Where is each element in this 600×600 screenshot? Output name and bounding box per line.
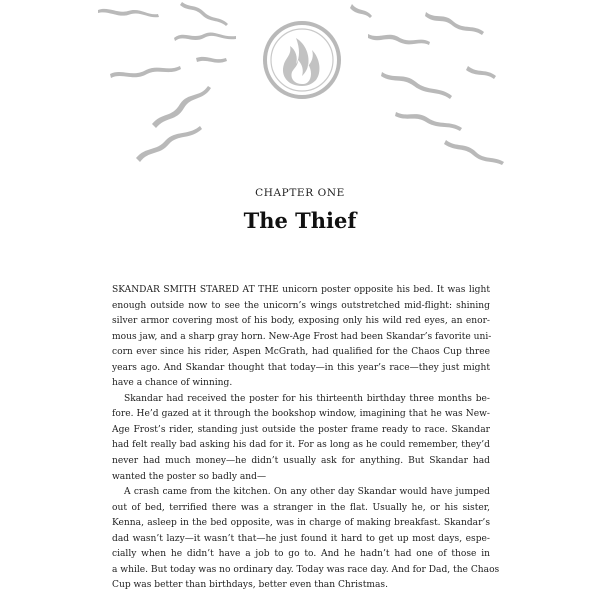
text-line: Age Frost’s rider, standing just outside the poster frame ready to race. Skandar bbox=[112, 424, 490, 435]
fire-emblem-icon bbox=[265, 23, 339, 97]
crack-stroke bbox=[368, 34, 430, 45]
text-line: a while. But today was no ordinary day. Today was race day. And for Dad, the Chaos bbox=[112, 564, 500, 575]
crack-stroke bbox=[136, 126, 202, 162]
text-line: Kenna, asleep in the bed opposite, was in charge of making breakfast. Skandar’s bbox=[112, 518, 490, 529]
text-line: had felt really bad asking his dad for it. For as long as he could remember, they’d bbox=[112, 440, 490, 451]
chapter-body-text bbox=[112, 283, 500, 594]
crack-stroke bbox=[152, 86, 211, 128]
text-line: have a chance of winning. bbox=[112, 378, 233, 389]
crack-stroke bbox=[466, 66, 496, 79]
crack-stroke bbox=[180, 2, 228, 26]
text-line: never had much money—he didn’t usually ask for anything. But Skandar had bbox=[112, 456, 490, 467]
text-line: wanted the poster so badly and— bbox=[112, 471, 267, 482]
text-line: Skandar had received the poster for his thirteenth birthday three months be- bbox=[124, 393, 490, 404]
crack-stroke bbox=[174, 32, 236, 41]
chapter-number: CHAPTER ONE bbox=[255, 187, 345, 199]
chapter-header-ornament bbox=[96, 0, 506, 165]
text-line: out of bed, terrified there was a stranger in the flat. Usually he, or his sister, bbox=[112, 502, 490, 513]
crack-stroke bbox=[444, 140, 504, 165]
text-line: mous jaw, and a sharp gray horn. New-Age Frost had been Skandar’s favorite uni- bbox=[112, 331, 492, 342]
text-line: cially when he didn’t have a job to go to. And he hadn’t had one of those in bbox=[112, 549, 490, 560]
crack-stroke bbox=[350, 4, 372, 18]
text-line: silver armor covering most of his body, exposing only his wild red eyes, an enor- bbox=[112, 316, 490, 327]
crack-stroke bbox=[196, 57, 227, 63]
text-line: dad wasn’t lazy—it wasn’t that—he just found it hard to get up most days, espe- bbox=[112, 533, 490, 544]
crack-stroke bbox=[98, 9, 159, 17]
text-line: years ago. And Skandar thought that today—in this year’s race—they just might bbox=[112, 362, 490, 373]
text-line: SKANDAR SMITH STARED AT THE unicorn poster opposite his bed. It was light bbox=[112, 285, 490, 295]
crack-stroke bbox=[395, 112, 462, 131]
crack-stroke bbox=[110, 66, 181, 78]
text-line: enough outside now to see the unicorn’s wings outstretched mid-flight: shining bbox=[112, 300, 490, 311]
text-line: corn ever since his rider, Aspen McGrath, had qualified for the Chaos Cup three bbox=[112, 347, 490, 358]
text-line: A crash came from the kitchen. On any other day Skandar would have jumped bbox=[124, 487, 490, 498]
crack-stroke bbox=[425, 12, 484, 35]
text-line: Cup was better than birthdays, better even than Christmas. bbox=[112, 580, 388, 591]
crack-stroke bbox=[381, 72, 452, 99]
text-line: fore. He’d gazed at it through the bookshop window, imagining that he was New- bbox=[112, 409, 490, 420]
lightning-burst-graphic bbox=[96, 0, 506, 165]
chapter-title: The Thief bbox=[243, 208, 357, 233]
